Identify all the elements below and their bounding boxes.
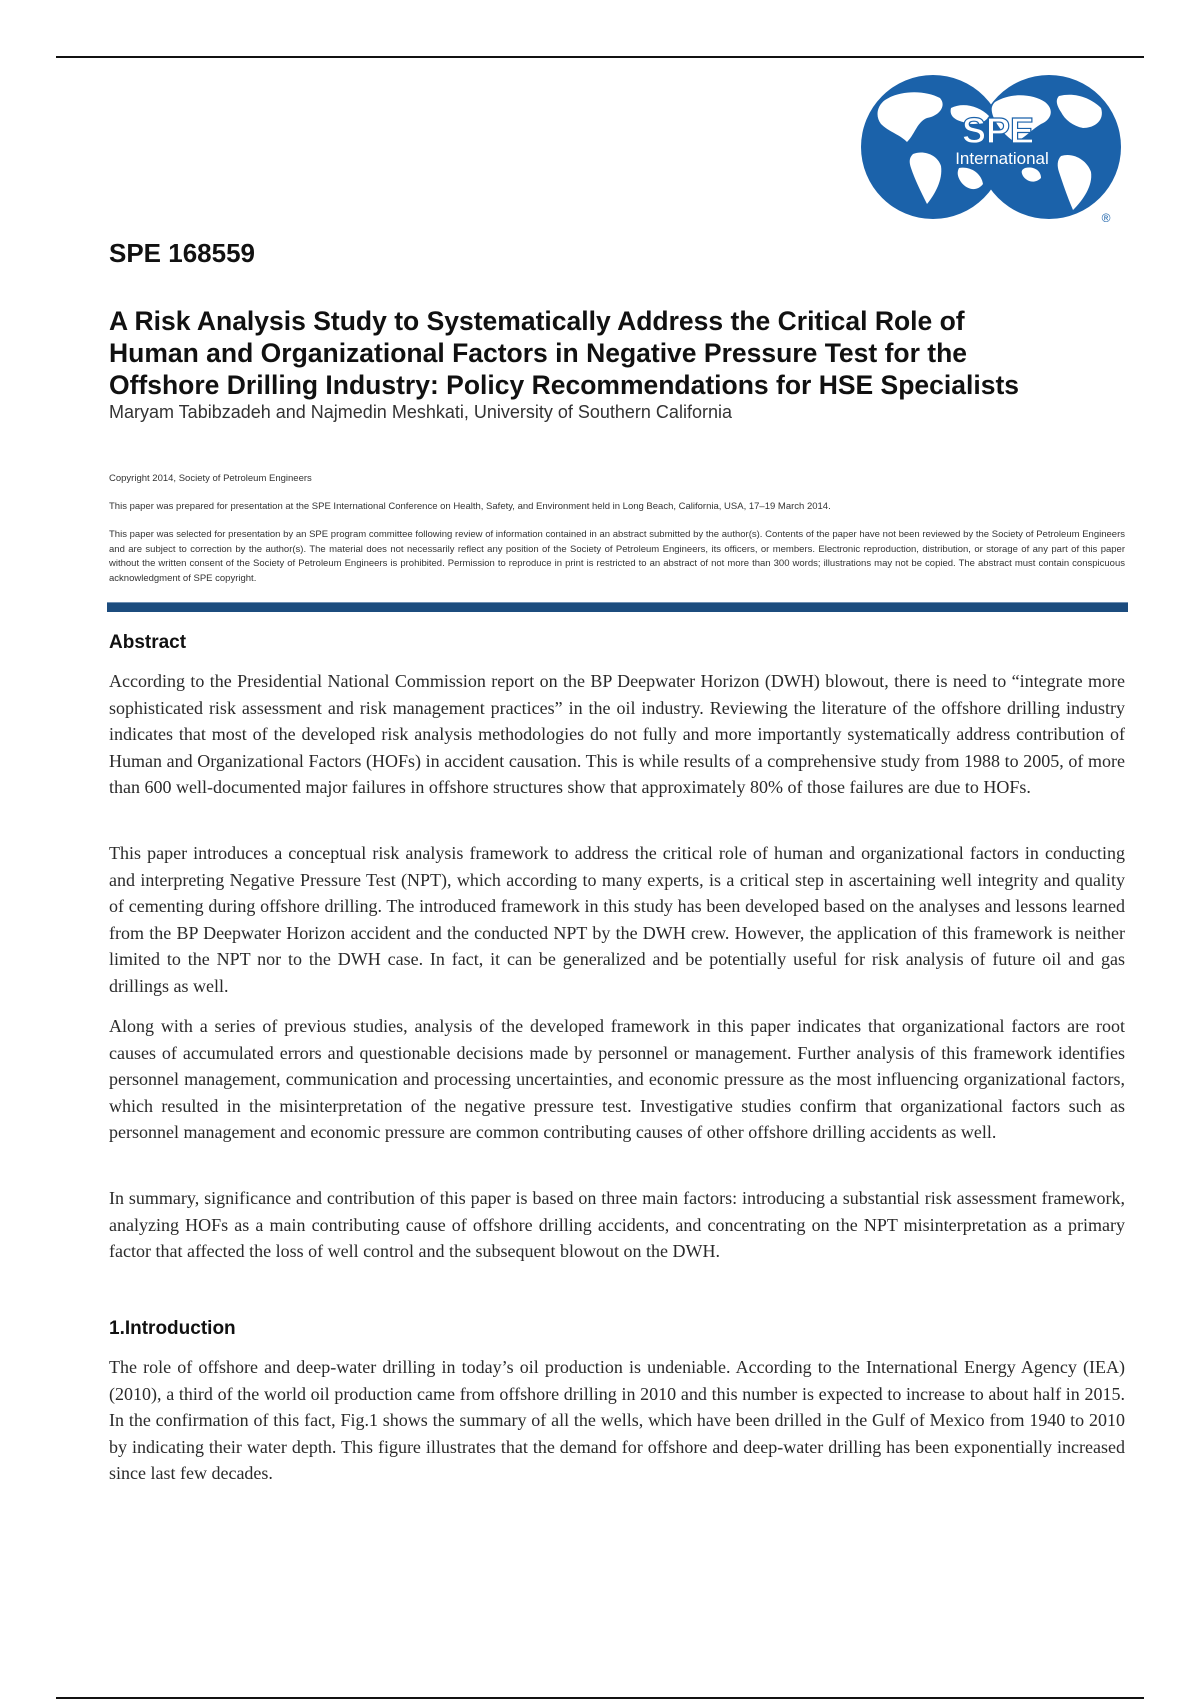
abstract-paragraph: According to the Presidential National Commission report on the BP Deepwater Horizon (DWH) blowout, there is need to “integrate more sophisticated risk assessment and risk management practices” in the oil industry. Reviewing the literature of the offshore drilling industry indicates that most of the developed risk analysis methodologies do not fully and more importantly systematically address contribution of Human and Organizational Factors (HOFs) in accident causation. This is while results of a comprehensive study from 1988 to 2005, of more than 600 well-documented major failures in offshore structures show that approximately 80% of those failures are due to HOFs.	[109, 671, 1125, 798]
registered-mark: ®	[1101, 211, 1111, 222]
spe-international-logo	[855, 72, 1127, 222]
abstract-paragraph: In summary, significance and contribution of this paper is based on three main factors: introducing a substantial risk assessment framework, analyzing HOFs as a main contributing cause of offshore drilling accidents, and concentrating on the NPT misinterpretation as a primary factor that affected the loss of well control and the subsequent blowout on the DWH.	[109, 1188, 1125, 1262]
abstract-paragraph: This paper introduces a conceptual risk analysis framework to address the critical role of human and organizational factors in conducting and interpreting Negative Pressure Test (NPT), which according to many experts, is a critical step in ascertaining well integrity and quality of cementing during offshore drilling. The introduced framework in this study has been developed based on the analyses and lessons learned from the BP Deepwater Horizon accident and the conducted NPT by the DWH crew. However, the application of this framework is neither limited to the NPT nor to the DWH case. In fact, it can be generalized and be potentially useful for risk analysis of future oil and gas drillings as well.	[109, 843, 1125, 996]
abstract-paragraph: Along with a series of previous studies, analysis of the developed framework in this paper indicates that organizational factors are root causes of accumulated errors and questionable decisions made by personnel or management. Further analysis of this framework identifies personnel management, communication and processing uncertainties, and economic pressure as the most influencing organizational factors, which resulted in the misinterpretation of the negative pressure test. Investigative studies confirm that organizational factors such as personnel management and economic pressure are common contributing causes of other offshore drilling accidents as well.	[109, 1016, 1125, 1143]
logo-wordmark: SPE	[961, 110, 1035, 151]
section-divider	[107, 602, 1128, 612]
title-line: A Risk Analysis Study to Systematically Address the Critical Role of	[109, 306, 965, 336]
top-rule	[56, 56, 1144, 58]
presentation-note: This paper was prepared for presentation at the SPE International Conference on Health, Safety, and Environment held in Long Beach, California, USA, 17–19 March 2014.	[109, 501, 831, 512]
introduction-heading: 1.Introduction	[109, 1318, 236, 1339]
paper-title	[109, 305, 1109, 401]
abstract-heading: Abstract	[109, 632, 187, 653]
title-line: Human and Organizational Factors in Negative Pressure Test for the	[109, 338, 968, 368]
review-disclaimer: This paper was selected for presentation by an SPE program committee following review of information contained in an abstract submitted by the author(s). Contents of the paper have not been reviewed by the Society of Petroleum Engineers and are subject to correction by the author(s). The material does not necessarily reflect any position of the Society of Petroleum Engineers, its officers, or members. Electronic reproduction, distribution, or storage of any part of this paper without the written consent of the Society of Petroleum Engineers is prohibited. Permission to reproduce in print is restricted to an abstract of not more than 300 words; illustrations may not be copied. The abstract must contain conspicuous acknowledgment of SPE copyright.	[109, 529, 1125, 584]
introduction-paragraph: The role of offshore and deep-water drilling in today’s oil production is undeniable. According to the International Energy Agency (IEA) (2010), a third of the world oil production came from offshore drilling in 2010 and this number is expected to increase to about half in 2015. In the confirmation of this fact, Fig.1 shows the summary of all the wells, which have been drilled in the Gulf of Mexico from 1940 to 2010 by indicating their water depth. This figure illustrates that the demand for offshore and deep-water drilling has been exponentially increased since last few decades.	[109, 1357, 1125, 1484]
author-line: Maryam Tabibzadeh and Najmedin Meshkati, University of Southern California	[109, 402, 732, 422]
copyright-notice: Copyright 2014, Society of Petroleum Engineers	[109, 473, 312, 484]
title-line: Offshore Drilling Industry: Policy Recommendations for HSE Specialists	[109, 370, 1020, 400]
paper-number: SPE 168559	[109, 238, 256, 268]
logo-subtitle: International	[955, 149, 1049, 168]
bottom-rule	[56, 1697, 1144, 1699]
